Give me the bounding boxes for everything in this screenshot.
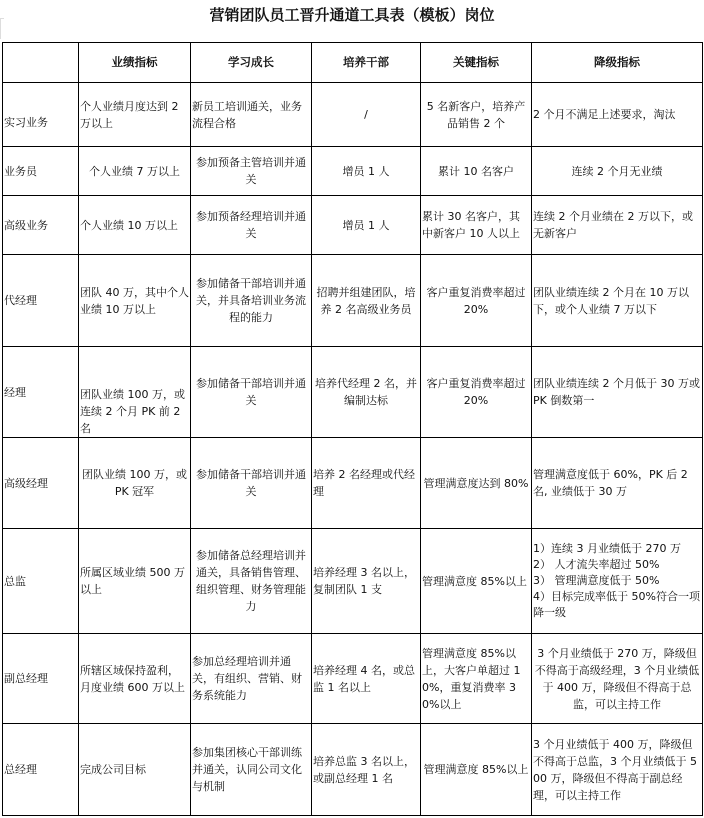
header-performance: 业绩指标 xyxy=(79,43,191,83)
cadre-cell: / xyxy=(312,83,421,147)
table-row xyxy=(3,83,703,147)
performance-cell: 团队业绩 100 万，或 PK 冠军 xyxy=(79,438,191,529)
key-indicator-cell: 管理满意度 85%以上 xyxy=(421,529,532,634)
performance-cell: 所辖区域保持盈利，月度业绩 600 万以上 xyxy=(79,634,191,724)
performance-cell: 团队 40 万，其中个人业绩 10 万以上 xyxy=(79,255,191,347)
key-indicator-cell: 客户重复消费率超过 20% xyxy=(421,347,532,438)
header-learning: 学习成长 xyxy=(191,43,312,83)
header-cadre: 培养干部 xyxy=(312,43,421,83)
header-demotion: 降级指标 xyxy=(532,43,703,83)
demotion-cell: 3 个月业绩低于 400 万，降级但不得高于总监，3 个月业绩低于 500 万，降级但不得高于副总经理，可以主持工作 xyxy=(532,724,703,816)
key-indicator-cell: 累计 10 名客户 xyxy=(421,147,532,196)
performance-cell: 个人业绩 7 万以上 xyxy=(79,147,191,196)
learning-cell: 参加储备干部培训并通关 xyxy=(191,347,312,438)
cadre-cell: 培养 2 名经理或代经理 xyxy=(312,438,421,529)
position-cell: 总监 xyxy=(3,529,79,634)
demotion-cell xyxy=(532,529,703,634)
key-indicator-cell: 客户重复消费率超过 20% xyxy=(421,255,532,347)
cadre-cell: 培养总监 3 名以上，或副总经理 1 名 xyxy=(312,724,421,816)
table-row xyxy=(3,529,703,634)
key-indicator-cell: 管理满意度 85%以上 xyxy=(421,724,532,816)
cadre-cell: 增员 1 人 xyxy=(312,196,421,255)
table-row xyxy=(3,634,703,724)
header-key-indicator: 关键指标 xyxy=(421,43,532,83)
table-row xyxy=(3,196,703,255)
learning-cell: 参加预备主管培训并通关 xyxy=(191,147,312,196)
performance-cell: 个人业绩月度达到 2 万以上 xyxy=(79,83,191,147)
position-cell: 业务员 xyxy=(3,147,79,196)
demotion-item: 3） 管理满意度低于 50% xyxy=(533,574,660,587)
cadre-cell: 增员 1 人 xyxy=(312,147,421,196)
position-cell: 经理 xyxy=(3,347,79,438)
learning-cell: 参加集团核心干部训练并通关，认同公司文化与机制 xyxy=(191,724,312,816)
demotion-cell: 3 个月业绩低于 270 万，降级但不得高于高级经理，3 个月业绩低于 400 万，降级但不得高于总监，可以主持工作 xyxy=(532,634,703,724)
key-indicator-cell: 5 名新客户，培养产品销售 2 个 xyxy=(421,83,532,147)
cadre-cell: 培养经理 3 名以上，复制团队 1 支 xyxy=(312,529,421,634)
demotion-cell: 管理满意度低于 60%，PK 后 2 名, 业绩低于 30 万 xyxy=(532,438,703,529)
demotion-cell: 团队业绩连续 2 个月低于 30 万或 PK 倒数第一 xyxy=(532,347,703,438)
demotion-item: 2） 人才流失率超过 50% xyxy=(533,558,660,571)
cadre-cell: 培养经理 4 名，或总监 1 名以上 xyxy=(312,634,421,724)
table-row xyxy=(3,438,703,529)
table-row xyxy=(3,255,703,347)
key-indicator-cell: 管理满意度 85%以上，大客户单超过 10%，重复消费率 30%以上 xyxy=(421,634,532,724)
demotion-cell: 连续 2 个月无业绩 xyxy=(532,147,703,196)
learning-cell: 参加储备总经理培训并通关，具备销售管理、组织管理、财务管理能力 xyxy=(191,529,312,634)
key-indicator-cell: 累计 30 名客户，其中新客户 10 人以上 xyxy=(421,196,532,255)
demotion-cell: 2 个月不满足上述要求，淘汰 xyxy=(532,83,703,147)
position-cell: 副总经理 xyxy=(3,634,79,724)
demotion-cell: 连续 2 个月业绩在 2 万以下，或无新客户 xyxy=(532,196,703,255)
position-cell: 高级经理 xyxy=(3,438,79,529)
table-row xyxy=(3,724,703,816)
document-title: 营销团队员工晋升通道工具表（模板）岗位 xyxy=(209,6,495,24)
cadre-cell: 招聘并组建团队，培养 2 名高级业务员 xyxy=(312,255,421,347)
learning-cell: 新员工培训通关，业务流程合格 xyxy=(191,83,312,147)
position-cell: 代经理 xyxy=(3,255,79,347)
position-cell: 总经理 xyxy=(3,724,79,816)
performance-cell: 个人业绩 10 万以上 xyxy=(79,196,191,255)
table-row xyxy=(3,147,703,196)
performance-cell: 团队业绩 100 万，或连续 2 个月 PK 前 2 名 xyxy=(79,347,191,438)
position-cell: 实习业务 xyxy=(3,83,79,147)
learning-cell: 参加储备干部培训并通关，并具备培训业务流程的能力 xyxy=(191,255,312,347)
learning-cell: 参加预备经理培训并通关 xyxy=(191,196,312,255)
promotion-table xyxy=(2,42,703,816)
cadre-cell: 培养代经理 2 名，并编制达标 xyxy=(312,347,421,438)
demotion-item: 1）连续 3 月业绩低于 270 万 xyxy=(533,542,681,555)
demotion-item: 4）目标完成率低于 50%符合一项降一级 xyxy=(533,590,700,619)
demotion-cell: 团队业绩连续 2 个月在 10 万以下，或个人业绩 7 万以下 xyxy=(532,255,703,347)
position-cell: 高级业务 xyxy=(3,196,79,255)
performance-cell: 完成公司目标 xyxy=(79,724,191,816)
table-row xyxy=(3,347,703,438)
performance-cell: 所属区域业绩 500 万以上 xyxy=(79,529,191,634)
key-indicator-cell: 管理满意度达到 80% xyxy=(421,438,532,529)
header-blank xyxy=(3,43,79,83)
header-row xyxy=(3,43,703,83)
learning-cell: 参加储备干部培训并通关 xyxy=(191,438,312,529)
learning-cell: 参加总经理培训并通关，有组织、营销、财务系统能力 xyxy=(191,634,312,724)
